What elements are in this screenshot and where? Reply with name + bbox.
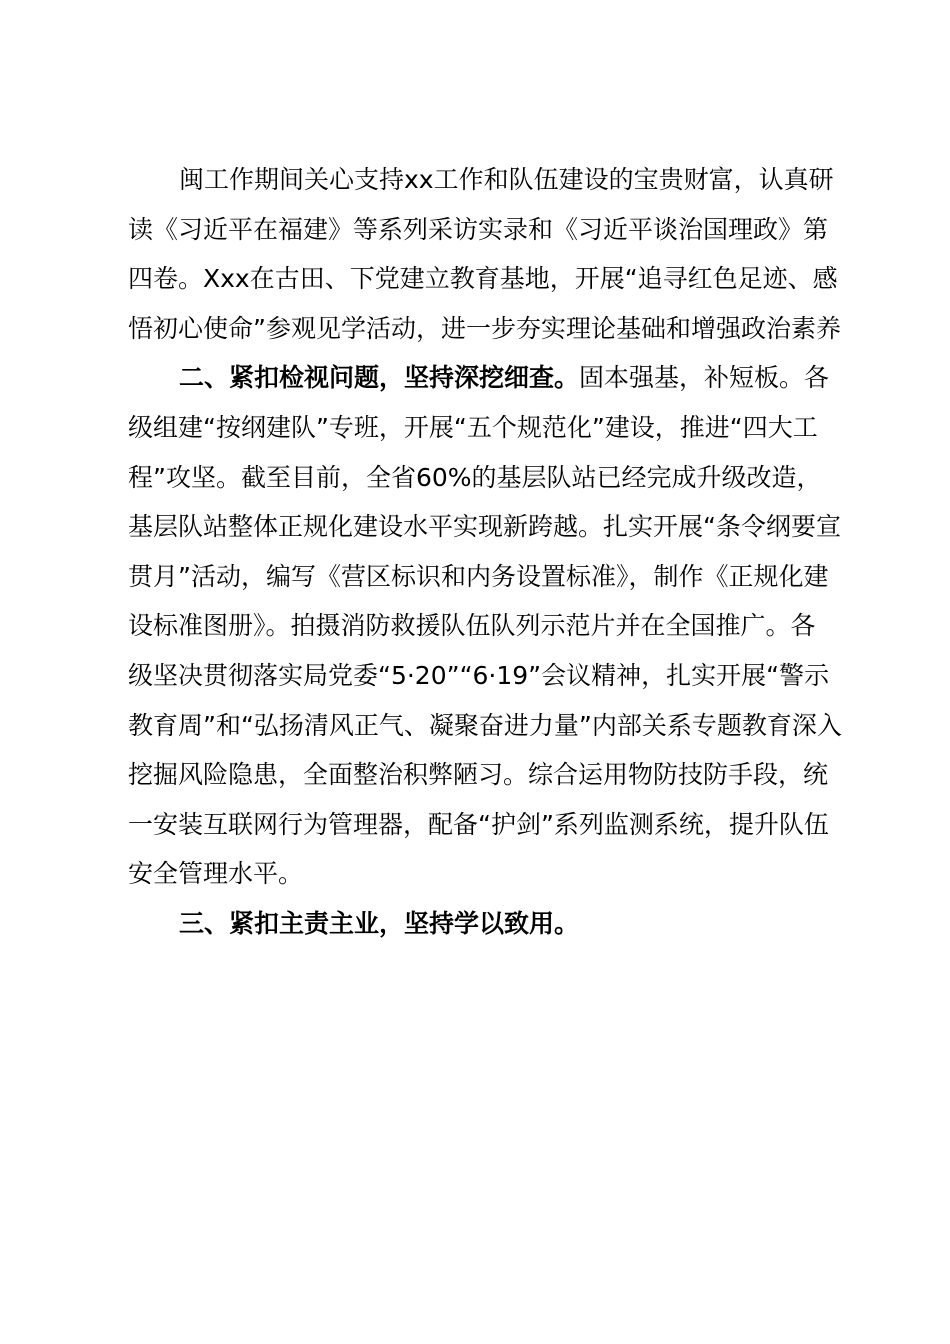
paragraph-1-line-2: 读《习近平在福建》等系列采访实录和《习近平谈治国理政》第: [128, 214, 829, 244]
paragraph-2-line-10: 一安装互联网行为管理器，配备“护剑”系列监测系统，提升队伍: [128, 809, 829, 839]
paragraph-2-first-line-text: 固本强基，补短板。各: [579, 363, 830, 393]
paragraph-1-line-4: 悟初心使命”参观见学活动，进一步夯实理论基础和增强政治素养: [128, 313, 841, 343]
paragraph-2-line-9: 挖掘风险隐患，全面整治积弊陋习。综合运用物防技防手段，统: [128, 760, 829, 790]
paragraph-1-line-1: 闽工作期间关心支持xx工作和队伍建设的宝贵财富，认真研: [179, 165, 834, 194]
paragraph-1-line-3: 四卷。Xxx在古田、下党建立教育基地，开展“追寻红色足迹、感: [128, 264, 838, 294]
paragraph-2-line-3: 程”攻坚。截至目前，全省60%的基层队站已经完成升级改造，: [128, 462, 822, 492]
paragraph-2-first-line: [128, 353, 858, 403]
paragraph-2-line-5: 贯月”活动，编写《营区标识和内务设置标准》，制作《正规化建: [128, 561, 829, 591]
paragraph-2-line-2: 级组建“按纲建队”专班，开展“五个规范化”建设，推进“四大工: [128, 412, 818, 442]
paragraph-2-line-11: 安全管理水平。: [128, 859, 304, 889]
paragraph-2-line-6: 设标准图册》。拍摄消防救援队伍队列示范片并在全国推广。各: [128, 611, 816, 641]
document-body: [128, 155, 858, 949]
paragraph-2-line-4: 基层队站整体正规化建设水平实现新跨越。扎实开展“条令纲要宣: [128, 512, 841, 542]
paragraph-2-line-7: 级坚决贯彻落实局党委“5·20”“6·19”会议精神，扎实开展“警示: [128, 660, 830, 690]
paragraph-2-line-8: 教育周”和“弘扬清风正气、凝聚奋进力量”内部关系专题教育深入: [128, 710, 842, 740]
section-3-heading: 三、紧扣主责主业，坚持学以致用。: [179, 908, 580, 938]
section-2-heading: 二、紧扣检视问题，坚持深挖细查。: [179, 363, 580, 393]
